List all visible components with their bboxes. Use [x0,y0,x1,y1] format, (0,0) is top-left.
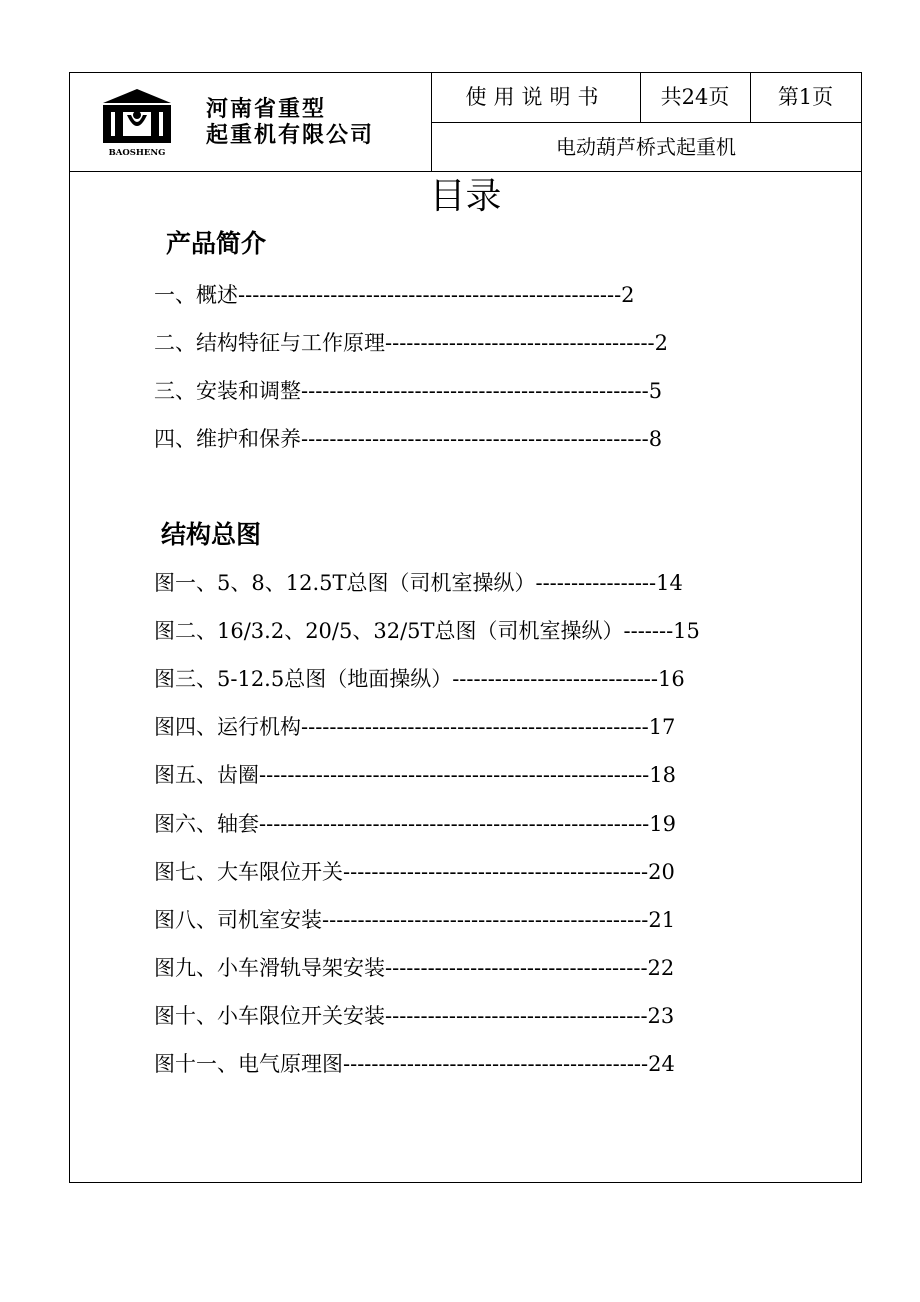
toc-entry[interactable]: 图十一、电气原理图-------------------------------------------24 [154,1052,675,1076]
toc-entry[interactable]: 二、结构特征与工作原理--------------------------------------2 [154,331,668,355]
total-pages: 共24页 [640,73,751,123]
manual-label: 使用说明书 [431,73,641,123]
toc-entry[interactable]: 图十、小车限位开关安装-------------------------------------23 [154,1004,675,1028]
toc-entry[interactable]: 四、维护和保养-------------------------------------------------8 [154,427,663,451]
logo-text: BAOSHENG [108,148,166,158]
toc-entry[interactable]: 一、概述------------------------------------------------------2 [154,283,635,307]
page-number: 第1页 [750,73,861,123]
company-name-line1: 河南省重型 [206,97,327,122]
company-name-line2: 起重机有限公司 [206,123,375,148]
toc-entry[interactable]: 图三、5-12.5总图（地面操纵）-----------------------------16 [154,667,685,691]
section-heading-structure-drawings: 结构总图 [161,520,262,549]
toc-entry[interactable]: 图七、大车限位开关-------------------------------------------20 [154,860,675,884]
toc-entry[interactable]: 图八、司机室安装----------------------------------------------21 [154,908,676,932]
toc-entry[interactable]: 图四、运行机构-------------------------------------------------17 [154,715,676,739]
toc-title: 目录 [429,176,502,217]
document-frame [69,72,862,1183]
toc-entry[interactable]: 三、安装和调整-------------------------------------------------5 [154,379,663,403]
section-heading-product-intro: 产品简介 [166,229,267,258]
toc-entry[interactable]: 图二、16/3.2、20/5、32/5T总图（司机室操纵）-------15 [154,619,700,643]
toc-entry[interactable]: 图五、齿圈-------------------------------------------------------18 [154,763,676,787]
logo-cell [70,73,432,171]
company-name [206,97,374,149]
toc-entry[interactable]: 图一、5、8、12.5T总图（司机室操纵）-----------------14 [154,571,683,595]
toc-entry[interactable]: 图九、小车滑轨导架安装-------------------------------------22 [154,956,675,980]
toc-entry[interactable]: 图六、轴套-------------------------------------------------------19 [154,812,676,836]
header-table [70,73,861,172]
product-name: 电动葫芦桥式起重机 [556,135,736,159]
company-logo [101,87,173,159]
